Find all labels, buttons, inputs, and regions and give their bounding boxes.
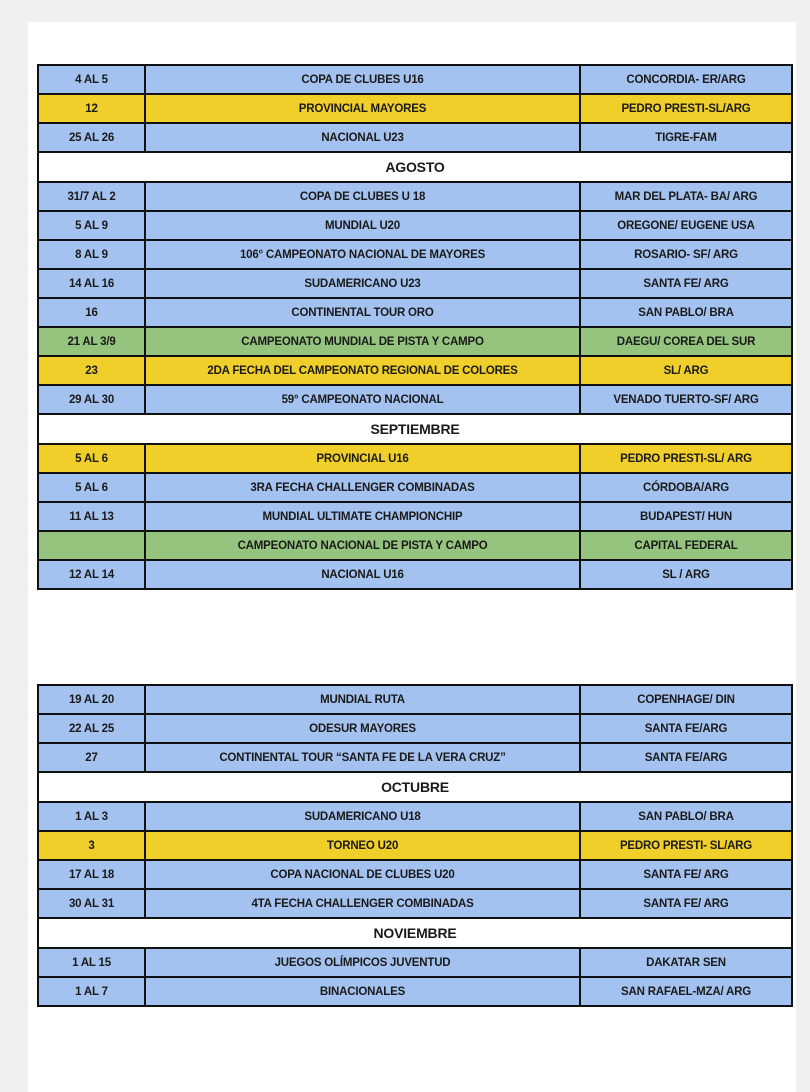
event-name: 4TA FECHA CHALLENGER COMBINADAS: [145, 889, 580, 918]
event-row: [38, 211, 792, 240]
event-location: PEDRO PRESTI- SL/ARG: [580, 831, 792, 860]
event-date: 25 AL 26: [38, 123, 145, 152]
event-date: 27: [38, 743, 145, 772]
event-date: 19 AL 20: [38, 685, 145, 714]
event-location: CONCORDIA- ER/ARG: [580, 65, 792, 94]
event-row: [38, 685, 792, 714]
event-row: [38, 182, 792, 211]
event-row: [38, 444, 792, 473]
month-title: SEPTIEMBRE: [38, 414, 792, 444]
event-name: 59° CAMPEONATO NACIONAL: [145, 385, 580, 414]
month-header-row: [38, 772, 792, 802]
event-date: 4 AL 5: [38, 65, 145, 94]
event-location: SANTA FE/ARG: [580, 714, 792, 743]
event-location: TIGRE-FAM: [580, 123, 792, 152]
event-name: PROVINCIAL U16: [145, 444, 580, 473]
event-name: NACIONAL U23: [145, 123, 580, 152]
event-row: [38, 65, 792, 94]
month-title: NOVIEMBRE: [38, 918, 792, 948]
event-location: SANTA FE/ ARG: [580, 860, 792, 889]
month-header-row: [38, 414, 792, 444]
event-name: MUNDIAL U20: [145, 211, 580, 240]
event-row: [38, 356, 792, 385]
event-location: DAEGU/ COREA DEL SUR: [580, 327, 792, 356]
event-location: SAN PABLO/ BRA: [580, 298, 792, 327]
event-date: 16: [38, 298, 145, 327]
month-header-row: [38, 918, 792, 948]
event-location: SAN RAFAEL-MZA/ ARG: [580, 977, 792, 1006]
event-name: CAMPEONATO MUNDIAL DE PISTA Y CAMPO: [145, 327, 580, 356]
event-name: JUEGOS OLÍMPICOS JUVENTUD: [145, 948, 580, 977]
event-name: MUNDIAL ULTIMATE CHAMPIONCHIP: [145, 502, 580, 531]
event-row: [38, 743, 792, 772]
event-name: COPA NACIONAL DE CLUBES U20: [145, 860, 580, 889]
event-date: 8 AL 9: [38, 240, 145, 269]
event-name: TORNEO U20: [145, 831, 580, 860]
event-name: CONTINENTAL TOUR “SANTA FE DE LA VERA CRUZ”: [145, 743, 580, 772]
event-date: 1 AL 3: [38, 802, 145, 831]
event-location: MAR DEL PLATA- BA/ ARG: [580, 182, 792, 211]
event-date: 31/7 AL 2: [38, 182, 145, 211]
event-location: PEDRO PRESTI-SL/ ARG: [580, 444, 792, 473]
event-location: BUDAPEST/ HUN: [580, 502, 792, 531]
event-date: 5 AL 6: [38, 473, 145, 502]
event-row: [38, 327, 792, 356]
event-date: 29 AL 30: [38, 385, 145, 414]
event-name: BINACIONALES: [145, 977, 580, 1006]
event-row: [38, 94, 792, 123]
month-title: OCTUBRE: [38, 772, 792, 802]
event-row: [38, 531, 792, 560]
event-row: [38, 269, 792, 298]
event-date: 22 AL 25: [38, 714, 145, 743]
event-row: [38, 860, 792, 889]
event-row: [38, 831, 792, 860]
calendar-table-2: [37, 684, 793, 1007]
event-row: [38, 385, 792, 414]
event-location: SANTA FE/ ARG: [580, 889, 792, 918]
event-date: 23: [38, 356, 145, 385]
event-name: MUNDIAL RUTA: [145, 685, 580, 714]
event-row: [38, 123, 792, 152]
event-name: PROVINCIAL MAYORES: [145, 94, 580, 123]
event-location: SANTA FE/ARG: [580, 743, 792, 772]
event-row: [38, 502, 792, 531]
event-name: SUDAMERICANO U23: [145, 269, 580, 298]
event-location: PEDRO PRESTI-SL/ARG: [580, 94, 792, 123]
event-name: SUDAMERICANO U18: [145, 802, 580, 831]
event-location: CÓRDOBA/ARG: [580, 473, 792, 502]
event-date: 3: [38, 831, 145, 860]
event-name: NACIONAL U16: [145, 560, 580, 589]
event-name: 3RA FECHA CHALLENGER COMBINADAS: [145, 473, 580, 502]
event-location: OREGONE/ EUGENE USA: [580, 211, 792, 240]
event-location: ROSARIO- SF/ ARG: [580, 240, 792, 269]
event-name: CAMPEONATO NACIONAL DE PISTA Y CAMPO: [145, 531, 580, 560]
event-name: ODESUR MAYORES: [145, 714, 580, 743]
event-location: COPENHAGE/ DIN: [580, 685, 792, 714]
event-location: SL/ ARG: [580, 356, 792, 385]
month-title: AGOSTO: [38, 152, 792, 182]
event-date: 14 AL 16: [38, 269, 145, 298]
event-name: COPA DE CLUBES U 18: [145, 182, 580, 211]
event-date: [38, 531, 145, 560]
month-header-row: [38, 152, 792, 182]
calendar-table-1: [37, 64, 793, 590]
event-location: SANTA FE/ ARG: [580, 269, 792, 298]
event-row: [38, 948, 792, 977]
event-date: 5 AL 9: [38, 211, 145, 240]
event-date: 12 AL 14: [38, 560, 145, 589]
event-row: [38, 714, 792, 743]
event-row: [38, 977, 792, 1006]
event-date: 21 AL 3/9: [38, 327, 145, 356]
event-date: 30 AL 31: [38, 889, 145, 918]
event-row: [38, 473, 792, 502]
event-date: 11 AL 13: [38, 502, 145, 531]
event-date: 5 AL 6: [38, 444, 145, 473]
event-name: 2DA FECHA DEL CAMPEONATO REGIONAL DE COLORES: [145, 356, 580, 385]
event-name: CONTINENTAL TOUR ORO: [145, 298, 580, 327]
event-date: 12: [38, 94, 145, 123]
event-row: [38, 298, 792, 327]
event-location: CAPITAL FEDERAL: [580, 531, 792, 560]
event-row: [38, 802, 792, 831]
event-row: [38, 560, 792, 589]
event-date: 17 AL 18: [38, 860, 145, 889]
event-row: [38, 240, 792, 269]
event-row: [38, 889, 792, 918]
event-date: 1 AL 7: [38, 977, 145, 1006]
event-name: COPA DE CLUBES U16: [145, 65, 580, 94]
event-location: SL / ARG: [580, 560, 792, 589]
event-location: SAN PABLO/ BRA: [580, 802, 792, 831]
event-name: 106° CAMPEONATO NACIONAL DE MAYORES: [145, 240, 580, 269]
event-location: DAKATAR SEN: [580, 948, 792, 977]
event-location: VENADO TUERTO-SF/ ARG: [580, 385, 792, 414]
event-date: 1 AL 15: [38, 948, 145, 977]
